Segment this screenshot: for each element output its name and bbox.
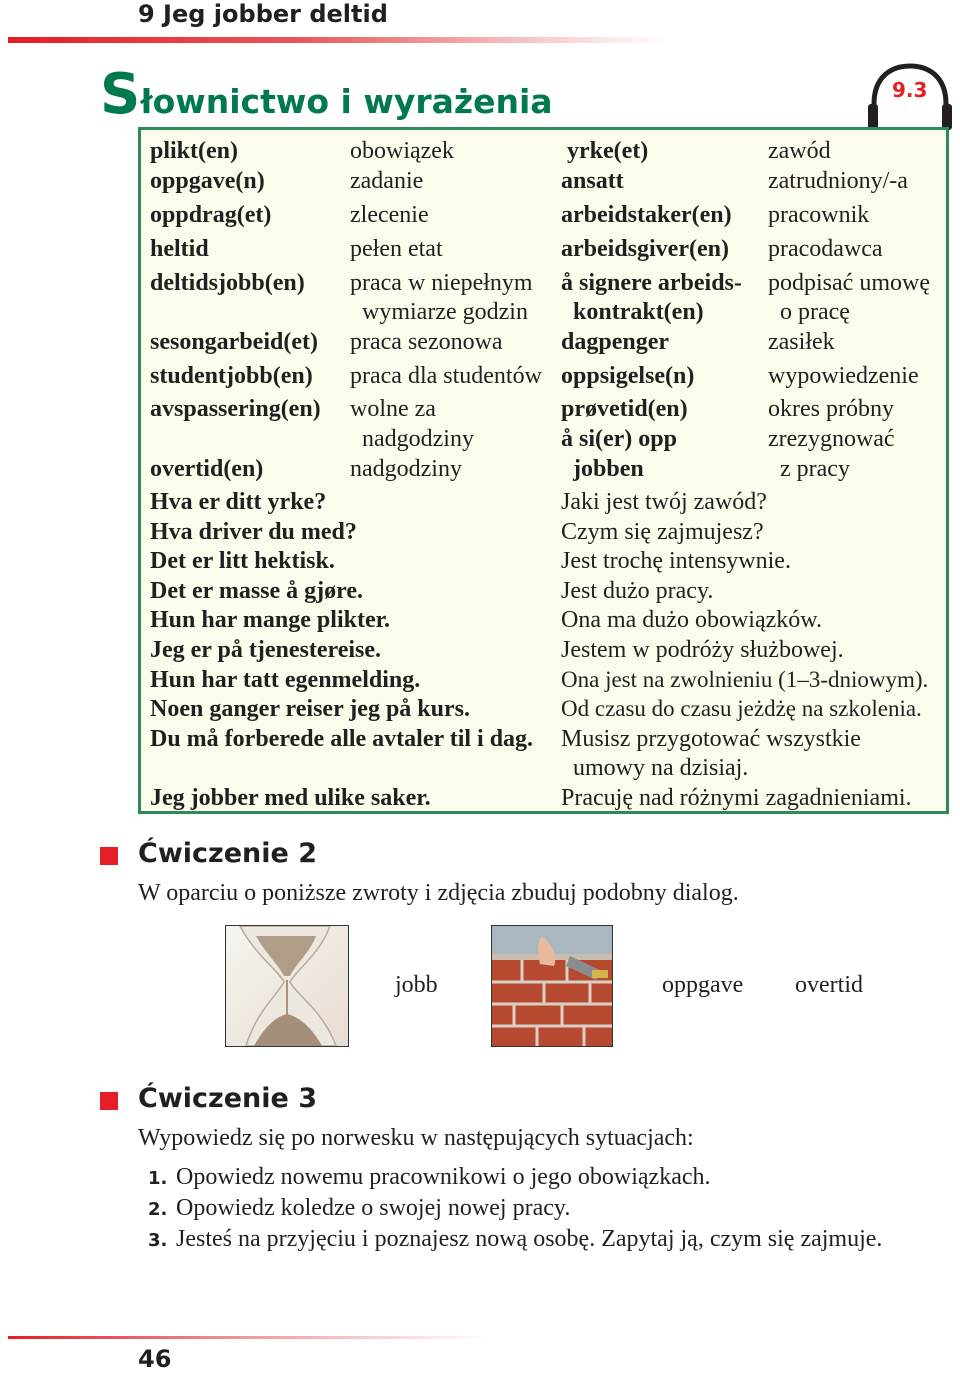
vocab-word: å si(er) opp [561,426,677,452]
exercise-2-word: oppgave [662,972,744,998]
phrase-norwegian: Hun har tatt egenmelding. [150,667,421,693]
exercise-2-word: jobb [395,972,438,998]
phrase-norwegian: Noen ganger reiser jeg på kurs. [150,696,470,722]
section-title-rest: łownictwo i wyrażenia [140,82,553,121]
vocab-word: ansatt [561,168,624,194]
page-number: 46 [138,1345,172,1373]
vocab-word: overtid(en) [150,456,264,482]
vocab-translation: zlecenie [350,202,429,228]
phrase-norwegian: Jeg er på tjenestereise. [150,637,382,663]
vocab-translation: pracodawca [768,236,883,262]
vocab-word: prøvetid(en) [561,396,688,422]
vocab-translation: praca dla studentów [350,363,542,389]
exercise-2-instruction: W oparciu o poniższe zwroty i zdjęcia zbuduj podobny dialog. [138,880,739,906]
phrase-polish: Jest dużo pracy. [561,578,714,604]
phrase-polish: Musisz przygotować wszystkie [561,726,861,752]
vocab-word: oppgave(n) [150,168,265,194]
phrase-norwegian: Det er masse å gjøre. [150,578,364,604]
vocab-word: å signere arbeids- [561,270,742,296]
vocab-translation-cont: z pracy [780,456,850,482]
phrase-polish: Czym się zajmujesz? [561,519,764,545]
phrase-norwegian: Hva driver du med? [150,519,357,545]
phrase-norwegian: Det er litt hektisk. [150,548,335,574]
vocab-translation: praca w niepełnym [350,270,533,296]
vocab-translation: zasiłek [768,329,835,355]
vocab-translation: pełen etat [350,236,443,262]
phrase-norwegian: Du må forberede alle avtaler til i dag. [150,726,534,752]
exercise-2-word: overtid [795,972,863,998]
exercise-3-title: Ćwiczenie 3 [138,1083,318,1114]
vocab-word: oppsigelse(n) [561,363,695,389]
hourglass-image [225,925,349,1047]
red-square-bullet [100,847,118,865]
list-item: Opowiedz nowemu pracownikowi o jego obowiązkach. [176,1164,711,1190]
chapter-title: 9 Jeg jobber deltid [138,0,388,28]
phrase-norwegian: Jeg jobber med ulike saker. [150,785,431,811]
vocab-word: arbeidstaker(en) [561,202,732,228]
vocab-word: plikt(en) [150,138,239,164]
audio-track-number: 9.3 [892,78,928,102]
vocab-word: oppdrag(et) [150,202,272,228]
list-item: Jesteś na przyjęciu i poznajesz nową osobę. Zapytaj ją, czym się zajmuje. [176,1226,883,1252]
vocab-translation: nadgodziny [350,456,462,482]
list-item: Opowiedz koledze o swojej nowej pracy. [176,1195,571,1221]
vocab-word: heltid [150,236,209,262]
vocab-translation-cont: wymiarze godzin [362,299,528,325]
exercise-3-instruction: Wypowiedz się po norwesku w następujących sytuacjach: [138,1125,694,1151]
vocab-word: yrke(et) [567,138,649,164]
vocab-translation: okres próbny [768,396,894,422]
footer-divider [8,1336,488,1339]
list-number: 1. [148,1168,168,1189]
vocab-translation: wolne za [350,396,436,422]
exercise-2-title: Ćwiczenie 2 [138,838,318,869]
list-number: 3. [148,1230,168,1251]
vocab-translation: podpisać umowę [768,270,930,296]
section-title-initial: S [100,62,141,127]
phrase-norwegian: Hun har mange plikter. [150,607,391,633]
vocab-translation: praca sezonowa [350,329,503,355]
phrase-polish: Pracuję nad różnymi zagadnieniami. [561,785,912,811]
phrase-polish: Jestem w podróży służbowej. [561,637,844,663]
vocab-translation: wypowiedzenie [768,363,919,389]
vocab-word: deltidsjobb(en) [150,270,305,296]
vocab-translation: zrezygnować [768,426,895,452]
phrase-polish: Ona ma dużo obowiązków. [561,607,823,633]
vocab-word: studentjobb(en) [150,363,313,389]
vocab-word: arbeidsgiver(en) [561,236,729,262]
phrase-polish: Jest trochę intensywnie. [561,548,791,574]
vocab-word: avspassering(en) [150,396,321,422]
list-number: 2. [148,1199,168,1220]
bricklayer-image [491,925,613,1047]
vocab-translation: obowiązek [350,138,454,164]
phrase-polish: Od czasu do czasu jeżdżę na szkolenia. [561,696,922,721]
red-square-bullet [100,1092,118,1110]
phrase-polish: Jaki jest twój zawód? [561,489,767,515]
header-divider [8,37,668,43]
vocab-translation: pracownik [768,202,870,228]
vocab-translation: zadanie [350,168,424,194]
vocab-word: sesongarbeid(et) [150,329,318,355]
phrase-norwegian: Hva er ditt yrke? [150,489,327,515]
phrase-polish: Ona jest na zwolnieniu (1–3-dniowym). [561,667,929,692]
vocab-translation-cont: o pracę [780,299,850,325]
vocab-translation: zawód [768,138,831,164]
vocab-translation-cont: nadgodziny [362,426,474,452]
vocab-word-cont: kontrakt(en) [573,299,704,325]
vocab-translation: zatrudniony/-a [768,168,908,194]
vocab-word: dagpenger [561,329,669,355]
vocab-word-cont: jobben [573,456,644,482]
phrase-polish-cont: umowy na dzisiaj. [573,755,749,781]
